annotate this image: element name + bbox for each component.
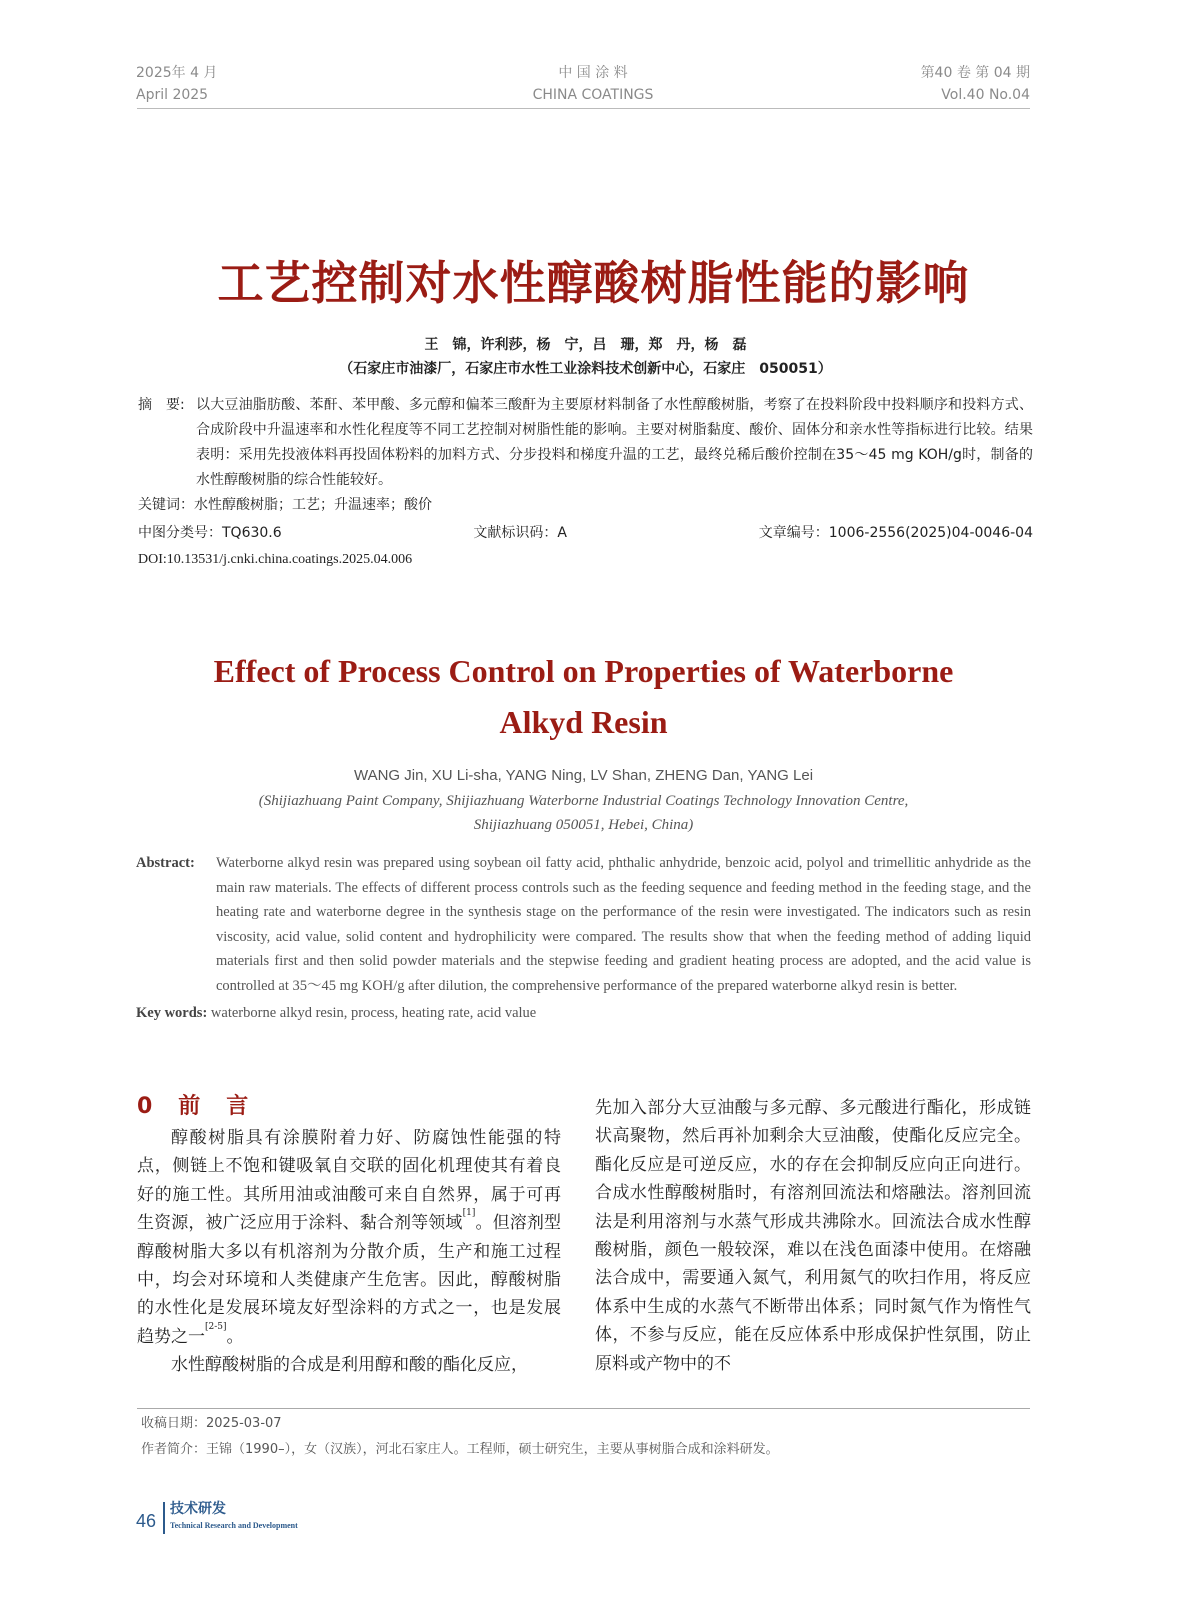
footer-section-cn: 技术研发 <box>170 1501 226 1517</box>
body-right-column <box>595 1094 1031 1378</box>
section-heading: 0 前 言 <box>137 1094 251 1119</box>
citation[interactable]: [2-5] <box>205 1321 227 1332</box>
author-bio: 作者简介：王锦（1990–），女（汉族），河北石家庄人。工程师，硕士研究生，主要从事树脂合成和涂料研发。 <box>141 1442 779 1457</box>
front-matter-cn <box>138 333 1033 571</box>
abstract-cn <box>138 393 1033 493</box>
affiliation-cn: （石家庄市油漆厂，石家庄市水性工业涂料技术创新中心，石家庄 050051） <box>339 361 832 377</box>
affiliation-en <box>136 789 1031 837</box>
journal-name-cn: 中 国 涂 料 <box>558 65 628 81</box>
footer-section-en: Technical Research and Development <box>170 1521 298 1530</box>
abstract-en-label: Abstract: <box>136 855 195 871</box>
issue-date-en: April 2025 <box>136 87 209 103</box>
body-left-column <box>137 1124 561 1380</box>
abstract-en <box>136 851 1031 998</box>
header-divider <box>137 108 1030 109</box>
title-en <box>136 646 1031 748</box>
affiliation-en-line2: Shijiazhuang 050051, Hebei, China) <box>473 817 694 833</box>
abstract-en-text: Waterborne alkyd resin was prepared using soybean oil fatty acid, phthalic anhydride, benzoic acid, polyol and trimellitic anhydride as the main raw materials. The effects of different process controls such as the feeding sequence and feeding method in the feeding stage, and the heating rate and waterborne degree in the synthesis stage on the performance of the resin were investigated. The indicators such as resin viscosity, acid value, solid content and hydrophilicity were compared. The results show that when the feeding method of adding liquid materials first and then solid powder materials and the stepwise feeding and gradient heating process are adopted, and the acid value is controlled at 35～45 mg KOH/g after dilution, the comprehensive performance of the prepared waterborne alkyd resin is better. <box>216 855 1031 994</box>
keywords-en-text: waterborne alkyd resin, process, heating rate, acid value <box>210 1005 537 1021</box>
classification-row <box>138 521 1033 546</box>
paragraph: 水性醇酸树脂的合成是利用醇和酸的酯化反应， <box>171 1355 528 1376</box>
journal-name-en: CHINA COATINGS <box>532 87 654 103</box>
header-left <box>136 62 336 106</box>
clc-number: 中图分类号：TQ630.6 <box>138 525 282 541</box>
authors-en: WANG Jin, XU Li-sha, YANG Ning, LV Shan, ZHENG Dan, YANG Lei <box>353 767 814 784</box>
header-right <box>830 62 1030 106</box>
doi[interactable]: DOI:10.13531/j.cnki.china.coatings.2025.04.006 <box>138 552 413 567</box>
header-center <box>443 62 743 106</box>
citation[interactable]: [1] <box>462 1208 476 1219</box>
volume-cn: 第40 卷 第 04 期 <box>920 65 1030 81</box>
page-number: 46 <box>136 1511 157 1531</box>
front-matter-en <box>136 646 1031 1025</box>
text: 醇酸树脂具有涂膜附着力好、防腐蚀性能强的特点，侧链上不饱和键吸氧自交联的固化机理使其有着良好的施工性。其所用油或油酸可来自自然界，属于可再生资源，被广泛应用于涂料、黏合剂等领域 <box>137 1128 561 1234</box>
keywords-en-label: Key words: <box>136 1005 208 1021</box>
authors-cn: 王 锦，许利莎，杨 宁，吕 珊，郑 丹，杨 磊 <box>424 337 747 353</box>
title-en-line1: Effect of Process Control on Properties of Waterborne <box>213 653 954 689</box>
text: 。但溶剂型醇酸树脂大多以有机溶剂为分散介质，生产和施工过程中，均会对环境和人类健康产生危害。因此，醇酸树脂的水性化是发展环境友好型涂料的方式之一，也是发展趋势之一 <box>137 1213 561 1347</box>
title-en-line2: Alkyd Resin <box>499 704 668 740</box>
article-number: 文章编号：1006-2556(2025)04-0046-04 <box>758 525 1033 541</box>
text: 。 <box>226 1326 244 1347</box>
volume-en: Vol.40 No.04 <box>941 87 1030 103</box>
document-code: 文献标识码：A <box>473 525 567 541</box>
paragraph <box>137 1124 561 1351</box>
received-date: 收稿日期：2025-03-07 <box>141 1416 282 1431</box>
footer-bar <box>163 1502 165 1534</box>
abstract-cn-label: 摘 要: <box>138 397 185 413</box>
abstract-cn-text: 以大豆油脂肪酸、苯酐、苯甲酸、多元醇和偏苯三酸酐为主要原材料制备了水性醇酸树脂，考察了在投料阶段中投料顺序和投料方式、合成阶段中升温速率和水性化程度等不同工艺控制对树脂性能的影响。主要对树脂黏度、酸价、固体分和亲水性等指标进行比较。结果表明：采用先投液体料再投固体粉料的加料方式、分步投料和梯度升温的工艺，最终兑稀后酸价控制在35～45 mg KOH/g时，制备的水性醇酸树脂的综合性能较好。 <box>196 397 1033 488</box>
keywords-cn: 关键词：水性醇酸树脂；工艺；升温速率；酸价 <box>138 497 432 513</box>
paragraph: 先加入部分大豆油酸与多元醇、多元酸进行酯化，形成链状高聚物，然后再补加剩余大豆油酸，使酯化反应完全。酯化反应是可逆反应，水的存在会抑制反应向正向进行。合成水性醇酸树脂时，有溶剂回流法和熔融法。溶剂回流法是利用溶剂与水蒸气形成共沸除水。回流法合成水性醇酸树脂，颜色一般较深，难以在浅色面漆中使用。在熔融法合成中，需要通入氮气，利用氮气的吹扫作用，将反应体系中生成的水蒸气不断带出体系；同时氮气作为惰性气体，不参与反应，能在反应体系中形成保护性氛围，防止原料或产物中的不 <box>595 1098 1031 1374</box>
footnote-divider <box>137 1408 1030 1409</box>
issue-date-cn: 2025年 4 月 <box>136 65 218 81</box>
keywords-en <box>136 1001 1031 1025</box>
affiliation-en-line1: (Shijiazhuang Paint Company, Shijiazhuang Waterborne Industrial Coatings Technology Innovation Centre, <box>258 793 909 809</box>
title-cn: 工艺控制对水性醇酸树脂性能的影响 <box>217 256 970 310</box>
